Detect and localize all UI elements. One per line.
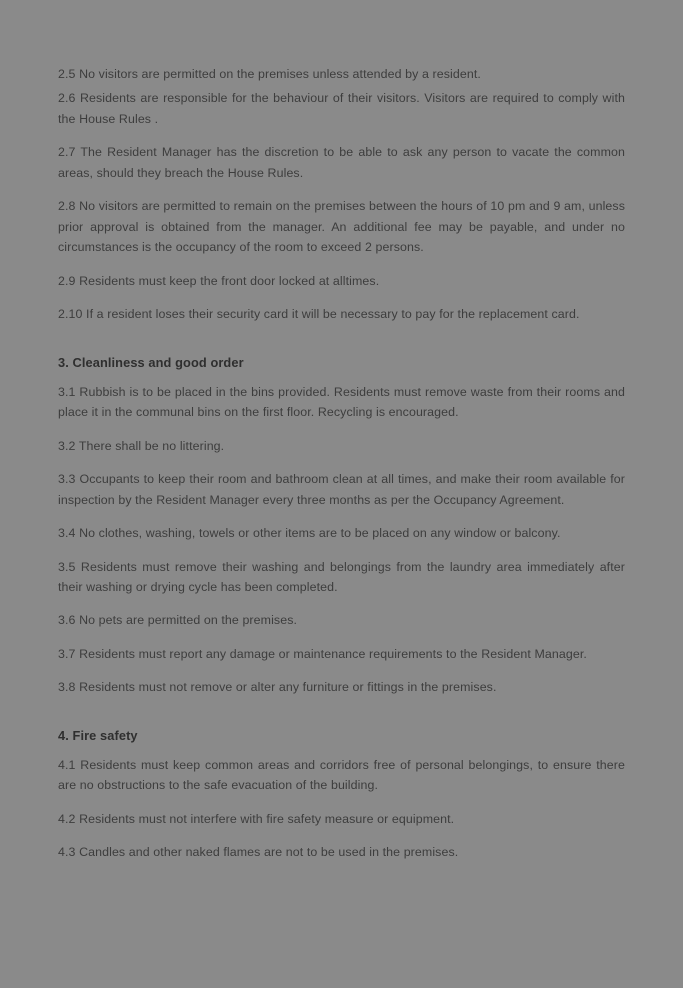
clause-paragraph: 2.10 If a resident loses their security card it will be necessary to pay for the replacement card. <box>58 307 580 322</box>
document-body <box>58 64 625 863</box>
clause-paragraph: 2.7 The Resident Manager has the discretion to be able to ask any person to vacate the common areas, should they breach the House Rules. <box>58 145 625 180</box>
clause-paragraph: 3.6 No pets are permitted on the premises. <box>58 613 298 628</box>
clause-paragraph: 2.5 No visitors are permitted on the premises unless attended by a resident. <box>58 67 481 81</box>
clause-paragraph: 4.1 Residents must keep common areas and corridors free of personal belongings, to ensure there are no obstructions to the safe evacuation of the building. <box>58 757 625 793</box>
clause-paragraph: 4.3 Candles and other naked flames are not to be used in the premises. <box>58 845 459 860</box>
clause-paragraph: 3.8 Residents must not remove or alter any furniture or fittings in the premises. <box>58 680 497 695</box>
clause-paragraph: 2.8 No visitors are permitted to remain on the premises between the hours of 10 pm and 9 am, unless prior approval is obtained from the manager. An additional fee may be payable, and under no circumstances is the occupancy of the room to exceed 2 persons. <box>58 199 625 255</box>
clause-paragraph: 2.9 Residents must keep the front door locked at alltimes. <box>58 273 380 288</box>
clause-paragraph: 4.2 Residents must not interfere with fire safety measure or equipment. <box>58 811 455 826</box>
clause-paragraph: 3.3 Occupants to keep their room and bathroom clean at all times, and make their room available for inspection by the Resident Manager every three months as per the Occupancy Agreement. <box>58 472 625 507</box>
clause-paragraph: 2.6 Residents are responsible for the behaviour of their visitors. Visitors are required to comply with the House Rules . <box>58 91 625 126</box>
clause-paragraph: 3.7 Residents must report any damage or maintenance requirements to the Resident Manager. <box>58 646 587 661</box>
section-heading: 4. Fire safety <box>58 727 138 743</box>
clause-paragraph: 3.2 There shall be no littering. <box>58 438 225 453</box>
section-heading: 3. Cleanliness and good order <box>58 354 244 370</box>
clause-paragraph: 3.4 No clothes, washing, towels or other items are to be placed on any window or balcony. <box>58 526 561 541</box>
clause-paragraph: 3.5 Residents must remove their washing and belongings from the laundry area immediately after their washing or drying cycle has been completed. <box>58 559 625 594</box>
clause-paragraph: 3.1 Rubbish is to be placed in the bins provided. Residents must remove waste from their rooms and place it in the communal bins on the first floor. Recycling is encouraged. <box>58 384 625 420</box>
